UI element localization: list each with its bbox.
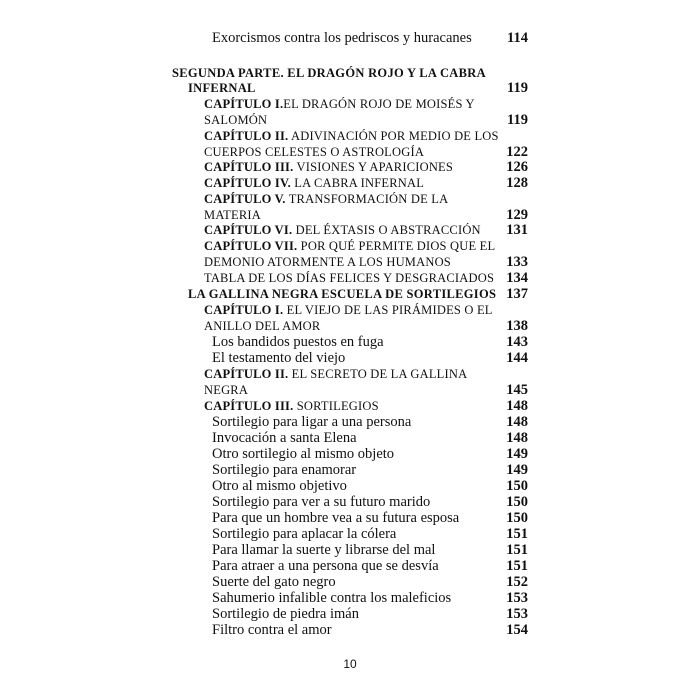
toc-entry: [0, 366, 700, 382]
toc-entry-title: [172, 65, 486, 81]
toc-entry-title: [212, 606, 359, 622]
toc-entry: [0, 175, 700, 191]
entry-text: Suerte del gato negro: [212, 574, 336, 590]
toc-entry: [0, 30, 700, 46]
toc-entry-title: [212, 574, 336, 590]
toc-entry-title: [212, 510, 459, 526]
toc-entry-title: [212, 462, 356, 478]
toc-entry-title: [204, 191, 448, 207]
toc-entry: [0, 80, 700, 96]
toc-entry: [0, 144, 700, 160]
toc-entry: [0, 302, 700, 318]
toc-entry-title: [204, 96, 475, 112]
toc-page-number: 137: [506, 286, 528, 302]
toc-entry-title: [188, 286, 496, 302]
toc-entry-title: [212, 446, 394, 462]
toc-entry-title: [204, 144, 424, 160]
toc-page-number: 150: [506, 510, 528, 526]
toc-entry-title: [204, 112, 267, 128]
entry-text: Sortilegio para aplacar la cólera: [212, 526, 397, 542]
toc-entry: [0, 494, 700, 510]
entry-text: LA CABRA INFERNAL: [290, 176, 425, 190]
toc-entry-title: [188, 80, 256, 96]
toc-entry-title: [212, 542, 435, 558]
toc-entry: [0, 446, 700, 462]
toc-entry: [0, 606, 700, 622]
entry-text: ADIVINACIÓN POR MEDIO DE LOS: [288, 129, 499, 143]
entry-text: Otro sortilegio al mismo objeto: [212, 446, 395, 462]
toc-page-number: 144: [506, 350, 528, 366]
toc-page-number: 150: [506, 494, 528, 510]
toc-page-number: 149: [506, 462, 528, 478]
toc-entry: [0, 398, 700, 414]
toc-page-number: 151: [506, 558, 528, 574]
toc-entry: [0, 222, 700, 238]
toc-entry-title: [212, 478, 347, 494]
toc-page-number: 143: [506, 334, 528, 350]
toc-entry-title: [204, 175, 424, 191]
toc-entry-title: [212, 590, 451, 606]
entry-text: Sortilegio de piedra imán: [212, 606, 359, 622]
entry-text: Invocación a santa Elena: [212, 430, 357, 446]
toc-entry-title: [204, 366, 467, 382]
toc-entry-title: [212, 350, 345, 366]
toc-entry: [0, 430, 700, 446]
toc-page-number: 151: [506, 526, 528, 542]
entry-text: MATERIA: [204, 208, 261, 222]
toc-entry-title: [204, 159, 453, 175]
toc-entry: [0, 462, 700, 478]
chapter-label: CAPÍTULO II.: [204, 367, 289, 381]
entry-text: VISIONES Y APARICIONES: [293, 160, 454, 174]
toc-entry: [0, 350, 700, 366]
toc-page-number: 119: [507, 112, 528, 128]
toc-page-number: 153: [506, 606, 528, 622]
toc-entry: [0, 574, 700, 590]
toc-page-number: 134: [506, 270, 528, 286]
toc-entry: [0, 526, 700, 542]
entry-text: Para llamar la suerte y librarse del mal: [212, 542, 436, 558]
toc-entry-title: [204, 207, 261, 223]
toc-page-number: 148: [506, 430, 528, 446]
toc-entry-title: [212, 430, 357, 446]
toc-entry-title: [204, 318, 320, 334]
toc-entry-title: [212, 526, 396, 542]
toc-page-number: 154: [506, 622, 528, 638]
entry-text: INFERNAL: [188, 81, 256, 95]
chapter-label: CAPÍTULO III.: [204, 399, 294, 413]
toc-entry-title: [204, 222, 481, 238]
toc-page-number: 153: [506, 590, 528, 606]
toc-entry-title: [204, 128, 499, 144]
toc-entry: [0, 286, 700, 302]
toc-entry-title: [212, 622, 332, 638]
entry-text: EL DRAGÓN ROJO DE MOISÉS Y: [283, 97, 475, 111]
toc-entry: [0, 382, 700, 398]
toc-page-number: 149: [506, 446, 528, 462]
toc-entry: [0, 478, 700, 494]
toc-entry: [0, 207, 700, 223]
toc-entry-title: [204, 238, 495, 254]
toc-entry-title: [212, 414, 411, 430]
entry-text: Sahumerio infalible contra los maleficios: [212, 590, 452, 606]
toc-entry: [0, 191, 700, 207]
entry-text: Sortilegio para ligar a una persona: [212, 414, 412, 430]
entry-text: CUERPOS CELESTES O ASTROLOGÍA: [204, 145, 425, 159]
chapter-label: CAPÍTULO IV.: [204, 176, 291, 190]
toc-entry: [0, 510, 700, 526]
toc-page-number: 151: [506, 542, 528, 558]
toc-entry: [0, 238, 700, 254]
toc-page-number: 152: [506, 574, 528, 590]
toc-entry: [0, 254, 700, 270]
entry-text: Para que un hombre vea a su futura esposa: [212, 510, 460, 526]
toc-page-number: 129: [506, 207, 528, 223]
toc-entry: [0, 96, 700, 112]
chapter-label: CAPÍTULO V.: [204, 192, 286, 206]
toc-entry: [0, 128, 700, 144]
page-number: 10: [343, 657, 357, 671]
toc-page-number: 128: [506, 175, 528, 191]
entry-text: Exorcismos contra los pedriscos y huracanes: [212, 30, 472, 46]
chapter-label: CAPÍTULO VI.: [204, 223, 293, 237]
entry-text: Para atraer a una persona que se desvía: [212, 558, 439, 574]
toc-page-number: 122: [506, 144, 528, 160]
chapter-label: CAPÍTULO I.: [204, 97, 284, 111]
chapter-label: CAPÍTULO III.: [204, 160, 294, 174]
toc-entry-title: [212, 334, 384, 350]
toc-entry: [0, 159, 700, 175]
entry-text: SORTILEGIOS: [293, 399, 379, 413]
toc-entry-title: [212, 494, 430, 510]
toc-entry-title: [212, 558, 439, 574]
toc-entry-title: [204, 398, 379, 414]
toc-entry: [0, 542, 700, 558]
entry-text: Otro al mismo objetivo: [212, 478, 347, 494]
toc-entry: [0, 318, 700, 334]
entry-text: SEGUNDA PARTE. EL DRAGÓN ROJO Y LA CABRA: [172, 66, 486, 80]
entry-text: Filtro contra el amor: [212, 622, 332, 638]
toc-page-number: 150: [506, 478, 528, 494]
toc-page-number: 138: [506, 318, 528, 334]
toc-entry-title: [204, 302, 493, 318]
toc-page-number: 148: [506, 398, 528, 414]
toc-entry: [0, 270, 700, 286]
toc-entry-title: [212, 30, 472, 46]
entry-text: POR QUÉ PERMITE DIOS QUE EL: [297, 239, 496, 253]
chapter-label: CAPÍTULO II.: [204, 129, 289, 143]
toc-page-number: 119: [507, 80, 528, 96]
entry-text: Los bandidos puestos en fuga: [212, 334, 384, 350]
toc-entry: [0, 622, 700, 638]
entry-text: ANILLO DEL AMOR: [204, 319, 321, 333]
entry-text: Sortilegio para ver a su futuro marido: [212, 494, 431, 510]
toc-entry: [0, 414, 700, 430]
entry-text: TRANSFORMACIÓN DE LA: [285, 192, 449, 206]
entry-text: DEL ÉXTASIS O ABSTRACCIÓN: [292, 223, 481, 237]
toc-entry: [0, 65, 700, 81]
toc-page-number: 145: [506, 382, 528, 398]
toc-entry-title: [204, 382, 248, 398]
toc-entry-title: [204, 254, 451, 270]
toc-page-number: 131: [506, 222, 528, 238]
entry-text: SALOMÓN: [204, 113, 268, 127]
entry-text: EL VIEJO DE LAS PIRÁMIDES O EL: [283, 303, 493, 317]
entry-text: LA GALLINA NEGRA ESCUELA DE SORTILEGIOS: [188, 287, 497, 301]
entry-text: TABLA DE LOS DÍAS FELICES Y DESGRACIADOS: [204, 271, 495, 285]
toc-entry: [0, 334, 700, 350]
entry-text: El testamento del viejo: [212, 350, 346, 366]
entry-text: EL SECRETO DE LA GALLINA: [288, 367, 468, 381]
chapter-label: CAPÍTULO I.: [204, 303, 284, 317]
toc-page-number: 148: [506, 414, 528, 430]
toc-entry: [0, 112, 700, 128]
toc-entry-title: [204, 270, 494, 286]
entry-text: NEGRA: [204, 383, 249, 397]
toc-page-number: 126: [506, 159, 528, 175]
entry-text: Sortilegio para enamorar: [212, 462, 357, 478]
toc-page-number: 114: [507, 30, 528, 46]
entry-text: DEMONIO ATORMENTE A LOS HUMANOS: [204, 255, 451, 269]
toc-page-number: 133: [506, 254, 528, 270]
toc-entry: [0, 558, 700, 574]
chapter-label: CAPÍTULO VII.: [204, 239, 298, 253]
toc-entry: [0, 590, 700, 606]
